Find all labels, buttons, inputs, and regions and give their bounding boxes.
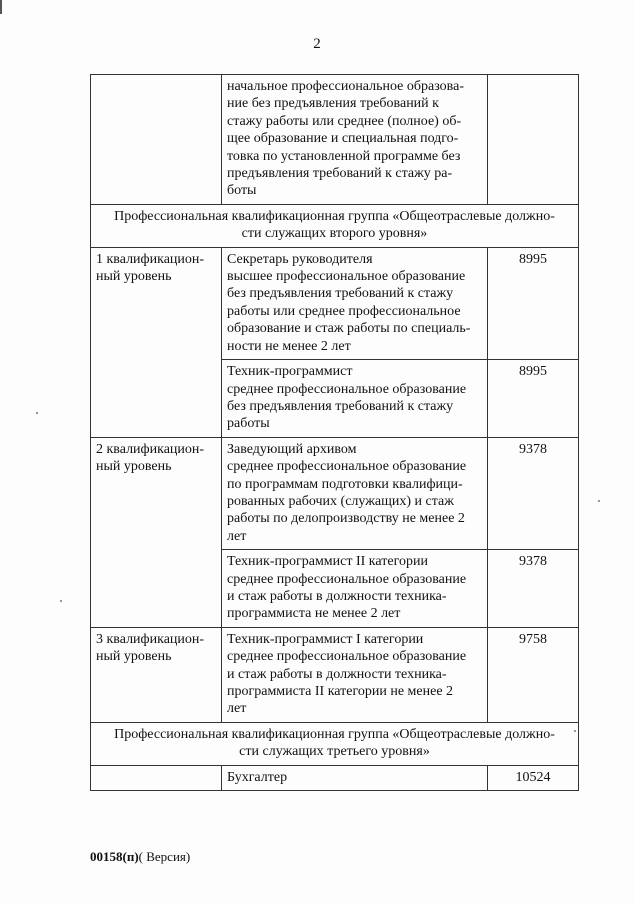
- position-description-cell: Бухгалтер: [222, 765, 488, 790]
- group-header-text: Профессиональная квалификационная группа «Общеотраслевые должно- сти служащих второго уровня»: [91, 204, 579, 247]
- salary-cell: 10524: [488, 765, 579, 790]
- table-row: [91, 437, 579, 549]
- salary-cell: 9758: [488, 627, 579, 722]
- scan-speck: [574, 730, 576, 732]
- qualification-level-cell: 1 квалификацион- ный уровень: [91, 247, 222, 437]
- position-description-cell: Техник-программист среднее профессиональное образование без предъявления требований к стажу работы: [222, 360, 488, 438]
- salary-cell: [488, 75, 579, 205]
- table-row: [91, 627, 579, 722]
- position-description-cell: Техник-программист I категории среднее профессиональное образование и стаж работы в должности техника- программиста II категории не менее 2 лет: [222, 627, 488, 722]
- table-row: [91, 75, 579, 205]
- scan-speck: [36, 412, 38, 414]
- salary-table: [90, 74, 579, 791]
- position-description-cell: начальное профессиональное образова- ние без предъявления требований к стажу работы или среднее (полное) об- щее образование и специальная подго- товка по установленной программе без предъявления требований к стажу ра- боты: [222, 75, 488, 205]
- salary-cell: 9378: [488, 550, 579, 628]
- qualification-level-cell: 2 квалификацион- ный уровень: [91, 437, 222, 627]
- qualification-level-cell: 3 квалификацион- ный уровень: [91, 627, 222, 722]
- table-row: [91, 247, 579, 359]
- position-description-cell: Техник-программист II категории среднее профессиональное образование и стаж работы в должности техника- программиста не менее 2 лет: [222, 550, 488, 628]
- group-header-row: [91, 722, 579, 765]
- salary-cell: 9378: [488, 437, 579, 549]
- page-number: 2: [313, 36, 321, 52]
- position-description-cell: Заведующий архивом среднее профессиональное образование по программам подготовки квалифици- рованных рабочих (служащих) и стаж работы по делопроизводству не менее 2 лет: [222, 437, 488, 549]
- salary-cell: 8995: [488, 360, 579, 438]
- salary-cell: 8995: [488, 247, 579, 359]
- group-header-text: Профессиональная квалификационная группа «Общеотраслевые должно- сти служащих третьего уровня»: [91, 722, 579, 765]
- position-description-cell: Секретарь руководителя высшее профессиональное образование без предъявления требований к стажу работы или среднее профессиональное образование и стаж работы по специаль- ности не менее 2 лет: [222, 247, 488, 359]
- table-row: [91, 765, 579, 790]
- scan-speck: [598, 500, 600, 502]
- qualification-level-cell: [91, 765, 222, 790]
- scan-speck: [60, 600, 62, 602]
- document-id: 00158(п): [90, 849, 139, 864]
- group-header-row: [91, 204, 579, 247]
- scan-edge-mark: [0, 0, 2, 14]
- document-version: ( Версия): [138, 849, 191, 864]
- document-footer: [90, 849, 190, 865]
- qualification-level-cell: [91, 75, 222, 205]
